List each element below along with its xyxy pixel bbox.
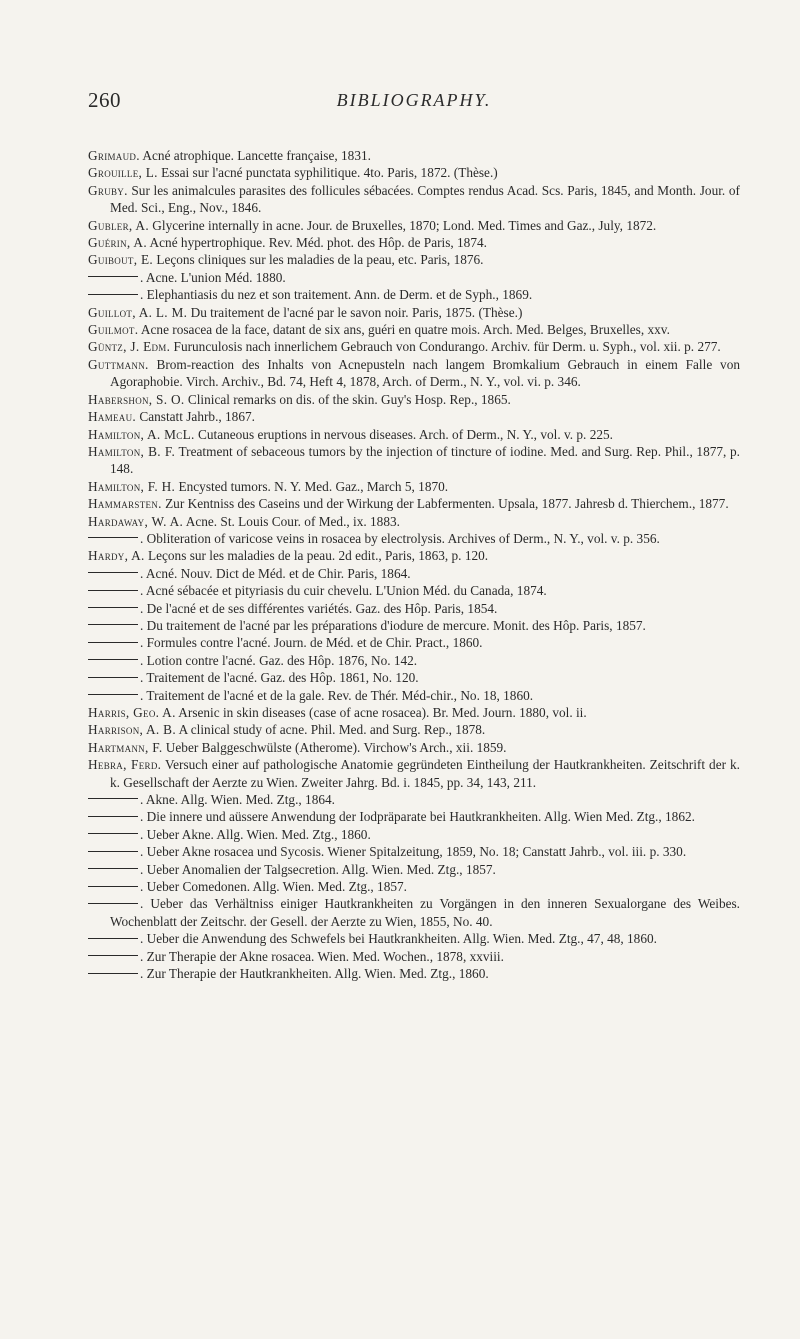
ditto-dash — [88, 903, 138, 904]
entry-text: Treatment of sebaceous tumors by the injection of tincture of iodine. Med. and Surg. Rep. Phil., 1877, p. 148. — [110, 443, 740, 477]
entry-text: . Die innere und aüssere Anwendung der Iodpräparate bei Hautkrankheiten. Allg. Wien Med. Ztg., 1862. — [140, 809, 695, 825]
ditto-dash — [88, 816, 138, 817]
ditto-dash — [88, 886, 138, 887]
entry-text: . Zur Therapie der Akne rosacea. Wien. Med. Wochen., 1878, xxviii. — [140, 948, 504, 964]
bibliography-entry — [88, 530, 740, 547]
entry-text: . De l'acné et de ses différentes variétés. Gaz. des Hôp. Paris, 1854. — [140, 600, 498, 616]
ditto-dash — [88, 276, 138, 277]
entry-text: Sur les animalcules parasites des follicules sébacées. Comptes rendus Acad. Scs. Paris, 1845, and Month. Jour. of Med. Sci., Eng., Nov., 1846. — [110, 182, 740, 216]
bibliography-entry — [88, 948, 740, 965]
bibliography-entry — [88, 634, 740, 651]
bibliography-entry — [88, 478, 740, 495]
entry-text: Leçons cliniques sur les maladies de la peau, etc. Paris, 1876. — [156, 252, 484, 268]
bibliography-entry — [88, 565, 740, 582]
ditto-dash — [88, 294, 138, 295]
entry-text: Du traitement de l'acné par le savon noir. Paris, 1875. (Thèse.) — [190, 304, 523, 320]
entry-text: . Ueber das Verhältniss einiger Hautkrankheiten zu Vorgängen in den inneren Sexualorgane des Weibes. Wochenblatt der Zeitschr. der Gesell. der Aerzte zu Wien, 1855, No. 40. — [110, 896, 740, 929]
bibliography-entry — [88, 895, 740, 930]
bibliography-list — [88, 147, 740, 983]
entry-text: . Elephantiasis du nez et son traitement. Ann. de Derm. et de Syph., 1869. — [140, 287, 533, 303]
bibliography-entry — [88, 756, 740, 791]
entry-text: Leçons sur les maladies de la peau. 2d edit., Paris, 1863, p. 120. — [147, 548, 489, 564]
bibliography-entry — [88, 443, 740, 478]
entry-text: Furunculosis nach innerlichem Gebrauch von Condurango. Archiv. für Derm. u. Syph., vol. xii. p. 277. — [173, 339, 721, 355]
ditto-dash — [88, 833, 138, 834]
entry-author: Hamilton, B. F. — [88, 443, 176, 459]
entry-text: Acne rosacea de la face, datant de six ans, guéri en quatre mois. Arch. Med. Belges, Bruxelles, xxv. — [140, 322, 670, 338]
bibliography-entry — [88, 791, 740, 808]
bibliography-entry — [88, 600, 740, 617]
ditto-dash — [88, 868, 138, 869]
entry-text: . Traitement de l'acné et de la gale. Rev. de Thér. Méd-chir., No. 18, 1860. — [140, 687, 534, 703]
entry-author: Hartmann, F. — [88, 739, 163, 755]
entry-author: Gruby. — [88, 182, 128, 198]
entry-text: . Du traitement de l'acné par les préparations d'iodure de mercure. Monit. des Hôp. Paris, 1857. — [140, 617, 646, 633]
page-number: 260 — [88, 88, 121, 112]
entry-author: Guérin, A. — [88, 235, 147, 251]
bibliography-entry — [88, 669, 740, 686]
bibliography-entry — [88, 217, 740, 234]
bibliography-entry — [88, 652, 740, 669]
bibliography-entry — [88, 930, 740, 947]
bibliography-entry — [88, 878, 740, 895]
bibliography-entry — [88, 286, 740, 303]
entry-author: Guttmann. — [88, 356, 149, 372]
entry-author: Hebra, Ferd. — [88, 757, 162, 773]
bibliography-entry — [88, 495, 740, 512]
ditto-dash — [88, 677, 138, 678]
entry-text: Acné atrophique. Lancette française, 1831. — [142, 148, 371, 163]
entry-text: Canstatt Jahrb., 1867. — [139, 409, 255, 425]
bibliography-entry — [88, 808, 740, 825]
bibliography-entry — [88, 965, 740, 982]
bibliography-entry — [88, 704, 740, 721]
ditto-dash — [88, 694, 138, 695]
entry-author: Guillot, A. L. M. — [88, 304, 188, 320]
entry-author: Hammarsten. — [88, 496, 162, 512]
bibliography-entry — [88, 251, 740, 268]
entry-text: Arsenic in skin diseases (case of acne rosacea). Br. Med. Journ. 1880, vol. ii. — [178, 705, 587, 720]
entry-author: Grimaud. — [88, 148, 140, 163]
entry-author: Harris, Geo. A. — [88, 705, 176, 720]
bibliography-entry — [88, 617, 740, 634]
entry-text: . Acné. Nouv. Dict de Méd. et de Chir. Paris, 1864. — [140, 565, 411, 581]
entry-author: Harrison, A. B. — [88, 722, 176, 738]
bibliography-entry — [88, 164, 740, 181]
ditto-dash — [88, 572, 138, 573]
bibliography-entry — [88, 687, 740, 704]
entry-text: . Zur Therapie der Hautkrankheiten. Allg. Wien. Med. Ztg., 1860. — [140, 966, 489, 982]
bibliography-entry — [88, 408, 740, 425]
entry-text: Encysted tumors. N. Y. Med. Gaz., March 5, 1870. — [178, 478, 449, 494]
entry-text: . Acne. L'union Méd. 1880. — [140, 269, 286, 285]
bibliography-entry — [88, 321, 740, 338]
ditto-dash — [88, 798, 138, 799]
ditto-dash — [88, 851, 138, 852]
bibliography-entry — [88, 147, 740, 164]
bibliography-entry — [88, 234, 740, 251]
entry-text: Acne. St. Louis Cour. of Med., ix. 1883. — [185, 513, 400, 529]
entry-author: Guibout, E. — [88, 252, 153, 268]
entry-text: . Obliteration of varicose veins in rosacea by electrolysis. Archives of Derm., N. Y., vol. v. p. 356. — [140, 530, 660, 546]
entry-text: A clinical study of acne. Phil. Med. and Surg. Rep., 1878. — [178, 722, 486, 738]
entry-author: Hamilton, F. H. — [88, 478, 176, 494]
bibliography-entry — [88, 861, 740, 878]
bibliography-entry — [88, 182, 740, 217]
entry-text: . Lotion contre l'acné. Gaz. des Hôp. 1876, No. 142. — [140, 652, 418, 668]
ditto-dash — [88, 938, 138, 939]
entry-text: . Ueber Anomalien der Talgsecretion. Allg. Wien. Med. Ztg., 1857. — [140, 861, 496, 877]
entry-text: Clinical remarks on dis. of the skin. Guy's Hosp. Rep., 1865. — [187, 391, 511, 407]
entry-author: Hamilton, A. McL. — [88, 426, 195, 442]
entry-author: Hameau. — [88, 409, 137, 425]
bibliography-entry — [88, 426, 740, 443]
entry-text: . Ueber Comedonen. Allg. Wien. Med. Ztg., 1857. — [140, 879, 407, 895]
ditto-dash — [88, 973, 138, 974]
ditto-dash — [88, 659, 138, 660]
bibliography-entry — [88, 391, 740, 408]
ditto-dash — [88, 590, 138, 591]
bibliography-entry — [88, 582, 740, 599]
entry-author: Hardaway, W. A. — [88, 513, 184, 529]
entry-text: . Ueber Akne. Allg. Wien. Med. Ztg., 1860. — [140, 826, 371, 842]
bibliography-entry — [88, 826, 740, 843]
entry-text: . Ueber Akne rosacea und Sycosis. Wiener Spitalzeitung, 1859, No. 18; Canstatt Jahrb., vol. iii. p. 330. — [140, 844, 687, 860]
entry-author: Hardy, A. — [88, 548, 145, 564]
bibliography-entry — [88, 338, 740, 355]
ditto-dash — [88, 955, 138, 956]
running-head: BIBLIOGRAPHY. — [336, 90, 492, 110]
entry-author: Habershon, S. O. — [88, 391, 185, 407]
entry-text: Zur Kentniss des Caseins und der Wirkung der Labfermenten. Upsala, 1877. Jahresb d. Thierchem., 1877. — [165, 496, 729, 512]
entry-author: Güntz, J. Edm. — [88, 339, 171, 355]
bibliography-entry — [88, 547, 740, 564]
bibliography-entry — [88, 843, 740, 860]
entry-text: Ueber Balggeschwülste (Atherome). Virchow's Arch., xii. 1859. — [165, 739, 507, 755]
ditto-dash — [88, 607, 138, 608]
entry-text: Cutaneous eruptions in nervous diseases. Arch. of Derm., N. Y., vol. v. p. 225. — [197, 426, 613, 442]
entry-author: Gubler, A. — [88, 217, 149, 233]
bibliography-entry — [88, 304, 740, 321]
entry-text: . Traitement de l'acné. Gaz. des Hôp. 1861, No. 120. — [140, 670, 419, 686]
ditto-dash — [88, 642, 138, 643]
page-header — [88, 88, 740, 118]
entry-text: Essai sur l'acné punctata syphilitique. 4to. Paris, 1872. (Thèse.) — [161, 165, 498, 181]
bibliography-entry — [88, 721, 740, 738]
entry-text: . Akne. Allg. Wien. Med. Ztg., 1864. — [140, 792, 335, 808]
entry-text: Brom-reaction des Inhalts von Acnepusteln nach langem Bromkalium Gebrauch in einem Falle von Agoraphobie. Virch. Archiv., Bd. 74, Heft 4, 1878, Arch. of Derm., N. Y., vol. vi. p. 346. — [110, 356, 740, 390]
bibliography-entry — [88, 356, 740, 391]
entry-author: Grouille, L. — [88, 165, 158, 181]
entry-text: Versuch einer auf pathologische Anatomie gegründeten Eintheilung der Hautkrankheiten. Zeitschrift der k. k. Gesellschaft der Aerzte zu Wien. Zweiter Jahrg. Bd. i. 1845, pp. 34, 143, 211. — [110, 757, 741, 790]
bibliography-entry — [88, 513, 740, 530]
entry-text: Acné hypertrophique. Rev. Méd. phot. des Hôp. de Paris, 1874. — [149, 235, 487, 251]
entry-text: . Acné sébacée et pityriasis du cuir chevelu. L'Union Méd. du Canada, 1874. — [140, 583, 547, 599]
ditto-dash — [88, 537, 138, 538]
entry-author: Guilmot. — [88, 322, 139, 338]
bibliography-entry — [88, 269, 740, 286]
entry-text: . Formules contre l'acné. Journ. de Méd. et de Chir. Pract., 1860. — [140, 635, 483, 651]
entry-text: . Ueber die Anwendung des Schwefels bei Hautkrankheiten. Allg. Wien. Med. Ztg., 47, 48, 1860. — [140, 931, 657, 947]
ditto-dash — [88, 624, 138, 625]
bibliography-entry — [88, 739, 740, 756]
entry-text: Glycerine internally in acne. Jour. de Bruxelles, 1870; Lond. Med. Times and Gaz., July, 1872. — [152, 217, 657, 233]
